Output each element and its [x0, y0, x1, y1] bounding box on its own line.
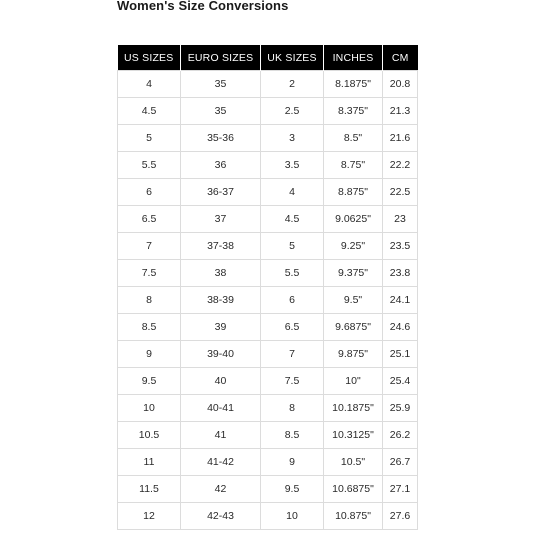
inches-cell: 8.75" [324, 152, 383, 179]
table-row [118, 476, 418, 503]
table-row [118, 125, 418, 152]
header-inches: INCHES [324, 45, 383, 71]
cm-cell: 20.8 [383, 71, 418, 98]
euro-size-cell: 41-42 [181, 449, 261, 476]
uk-size-cell: 5.5 [261, 260, 324, 287]
table-header [118, 45, 418, 71]
cm-cell: 27.6 [383, 503, 418, 530]
us-size-cell: 6 [118, 179, 181, 206]
header-uk-sizes: UK SIZES [261, 45, 324, 71]
uk-size-cell: 9 [261, 449, 324, 476]
table-row [118, 98, 418, 125]
euro-size-cell: 38 [181, 260, 261, 287]
inches-cell: 10" [324, 368, 383, 395]
us-size-cell: 7 [118, 233, 181, 260]
inches-cell: 10.6875" [324, 476, 383, 503]
uk-size-cell: 4.5 [261, 206, 324, 233]
table-row [118, 395, 418, 422]
cm-cell: 24.6 [383, 314, 418, 341]
cm-cell: 25.4 [383, 368, 418, 395]
uk-size-cell: 10 [261, 503, 324, 530]
cm-cell: 27.1 [383, 476, 418, 503]
euro-size-cell: 36 [181, 152, 261, 179]
table-row [118, 71, 418, 98]
us-size-cell: 4.5 [118, 98, 181, 125]
us-size-cell: 9.5 [118, 368, 181, 395]
table-row [118, 206, 418, 233]
euro-size-cell: 38-39 [181, 287, 261, 314]
cm-cell: 26.2 [383, 422, 418, 449]
inches-cell: 9.25" [324, 233, 383, 260]
page-title: Women's Size Conversions [117, 0, 289, 13]
euro-size-cell: 35 [181, 98, 261, 125]
inches-cell: 10.3125" [324, 422, 383, 449]
table-row [118, 314, 418, 341]
uk-size-cell: 6.5 [261, 314, 324, 341]
us-size-cell: 4 [118, 71, 181, 98]
table-row [118, 503, 418, 530]
euro-size-cell: 42-43 [181, 503, 261, 530]
uk-size-cell: 3 [261, 125, 324, 152]
euro-size-cell: 41 [181, 422, 261, 449]
euro-size-cell: 35 [181, 71, 261, 98]
us-size-cell: 5.5 [118, 152, 181, 179]
cm-cell: 26.7 [383, 449, 418, 476]
us-size-cell: 11.5 [118, 476, 181, 503]
us-size-cell: 9 [118, 341, 181, 368]
euro-size-cell: 37 [181, 206, 261, 233]
inches-cell: 8.375" [324, 98, 383, 125]
inches-cell: 9.5" [324, 287, 383, 314]
us-size-cell: 10 [118, 395, 181, 422]
size-conversion-table [117, 45, 418, 530]
table-row [118, 287, 418, 314]
cm-cell: 23 [383, 206, 418, 233]
euro-size-cell: 40-41 [181, 395, 261, 422]
us-size-cell: 11 [118, 449, 181, 476]
uk-size-cell: 3.5 [261, 152, 324, 179]
euro-size-cell: 39 [181, 314, 261, 341]
uk-size-cell: 8.5 [261, 422, 324, 449]
header-row [118, 45, 418, 71]
header-us-sizes: US SIZES [118, 45, 181, 71]
cm-cell: 23.8 [383, 260, 418, 287]
uk-size-cell: 9.5 [261, 476, 324, 503]
inches-cell: 9.375" [324, 260, 383, 287]
euro-size-cell: 39-40 [181, 341, 261, 368]
cm-cell: 21.6 [383, 125, 418, 152]
uk-size-cell: 8 [261, 395, 324, 422]
us-size-cell: 8 [118, 287, 181, 314]
uk-size-cell: 2 [261, 71, 324, 98]
table-row [118, 260, 418, 287]
header-cm: CM [383, 45, 418, 71]
us-size-cell: 12 [118, 503, 181, 530]
uk-size-cell: 7.5 [261, 368, 324, 395]
table-row [118, 368, 418, 395]
table-row [118, 422, 418, 449]
us-size-cell: 5 [118, 125, 181, 152]
us-size-cell: 10.5 [118, 422, 181, 449]
cm-cell: 22.5 [383, 179, 418, 206]
cm-cell: 25.9 [383, 395, 418, 422]
uk-size-cell: 7 [261, 341, 324, 368]
table-row [118, 341, 418, 368]
uk-size-cell: 4 [261, 179, 324, 206]
inches-cell: 8.875" [324, 179, 383, 206]
euro-size-cell: 37-38 [181, 233, 261, 260]
inches-cell: 9.0625" [324, 206, 383, 233]
uk-size-cell: 5 [261, 233, 324, 260]
cm-cell: 23.5 [383, 233, 418, 260]
inches-cell: 10.1875" [324, 395, 383, 422]
table-row [118, 179, 418, 206]
euro-size-cell: 42 [181, 476, 261, 503]
uk-size-cell: 6 [261, 287, 324, 314]
table-body [118, 71, 418, 530]
cm-cell: 22.2 [383, 152, 418, 179]
cm-cell: 25.1 [383, 341, 418, 368]
inches-cell: 9.875" [324, 341, 383, 368]
cm-cell: 24.1 [383, 287, 418, 314]
table-row [118, 233, 418, 260]
us-size-cell: 7.5 [118, 260, 181, 287]
inches-cell: 8.5" [324, 125, 383, 152]
header-euro-sizes: EURO SIZES [181, 45, 261, 71]
inches-cell: 9.6875" [324, 314, 383, 341]
inches-cell: 8.1875" [324, 71, 383, 98]
us-size-cell: 6.5 [118, 206, 181, 233]
inches-cell: 10.875" [324, 503, 383, 530]
euro-size-cell: 36-37 [181, 179, 261, 206]
table-row [118, 449, 418, 476]
uk-size-cell: 2.5 [261, 98, 324, 125]
euro-size-cell: 40 [181, 368, 261, 395]
euro-size-cell: 35-36 [181, 125, 261, 152]
inches-cell: 10.5" [324, 449, 383, 476]
table-row [118, 152, 418, 179]
us-size-cell: 8.5 [118, 314, 181, 341]
cm-cell: 21.3 [383, 98, 418, 125]
